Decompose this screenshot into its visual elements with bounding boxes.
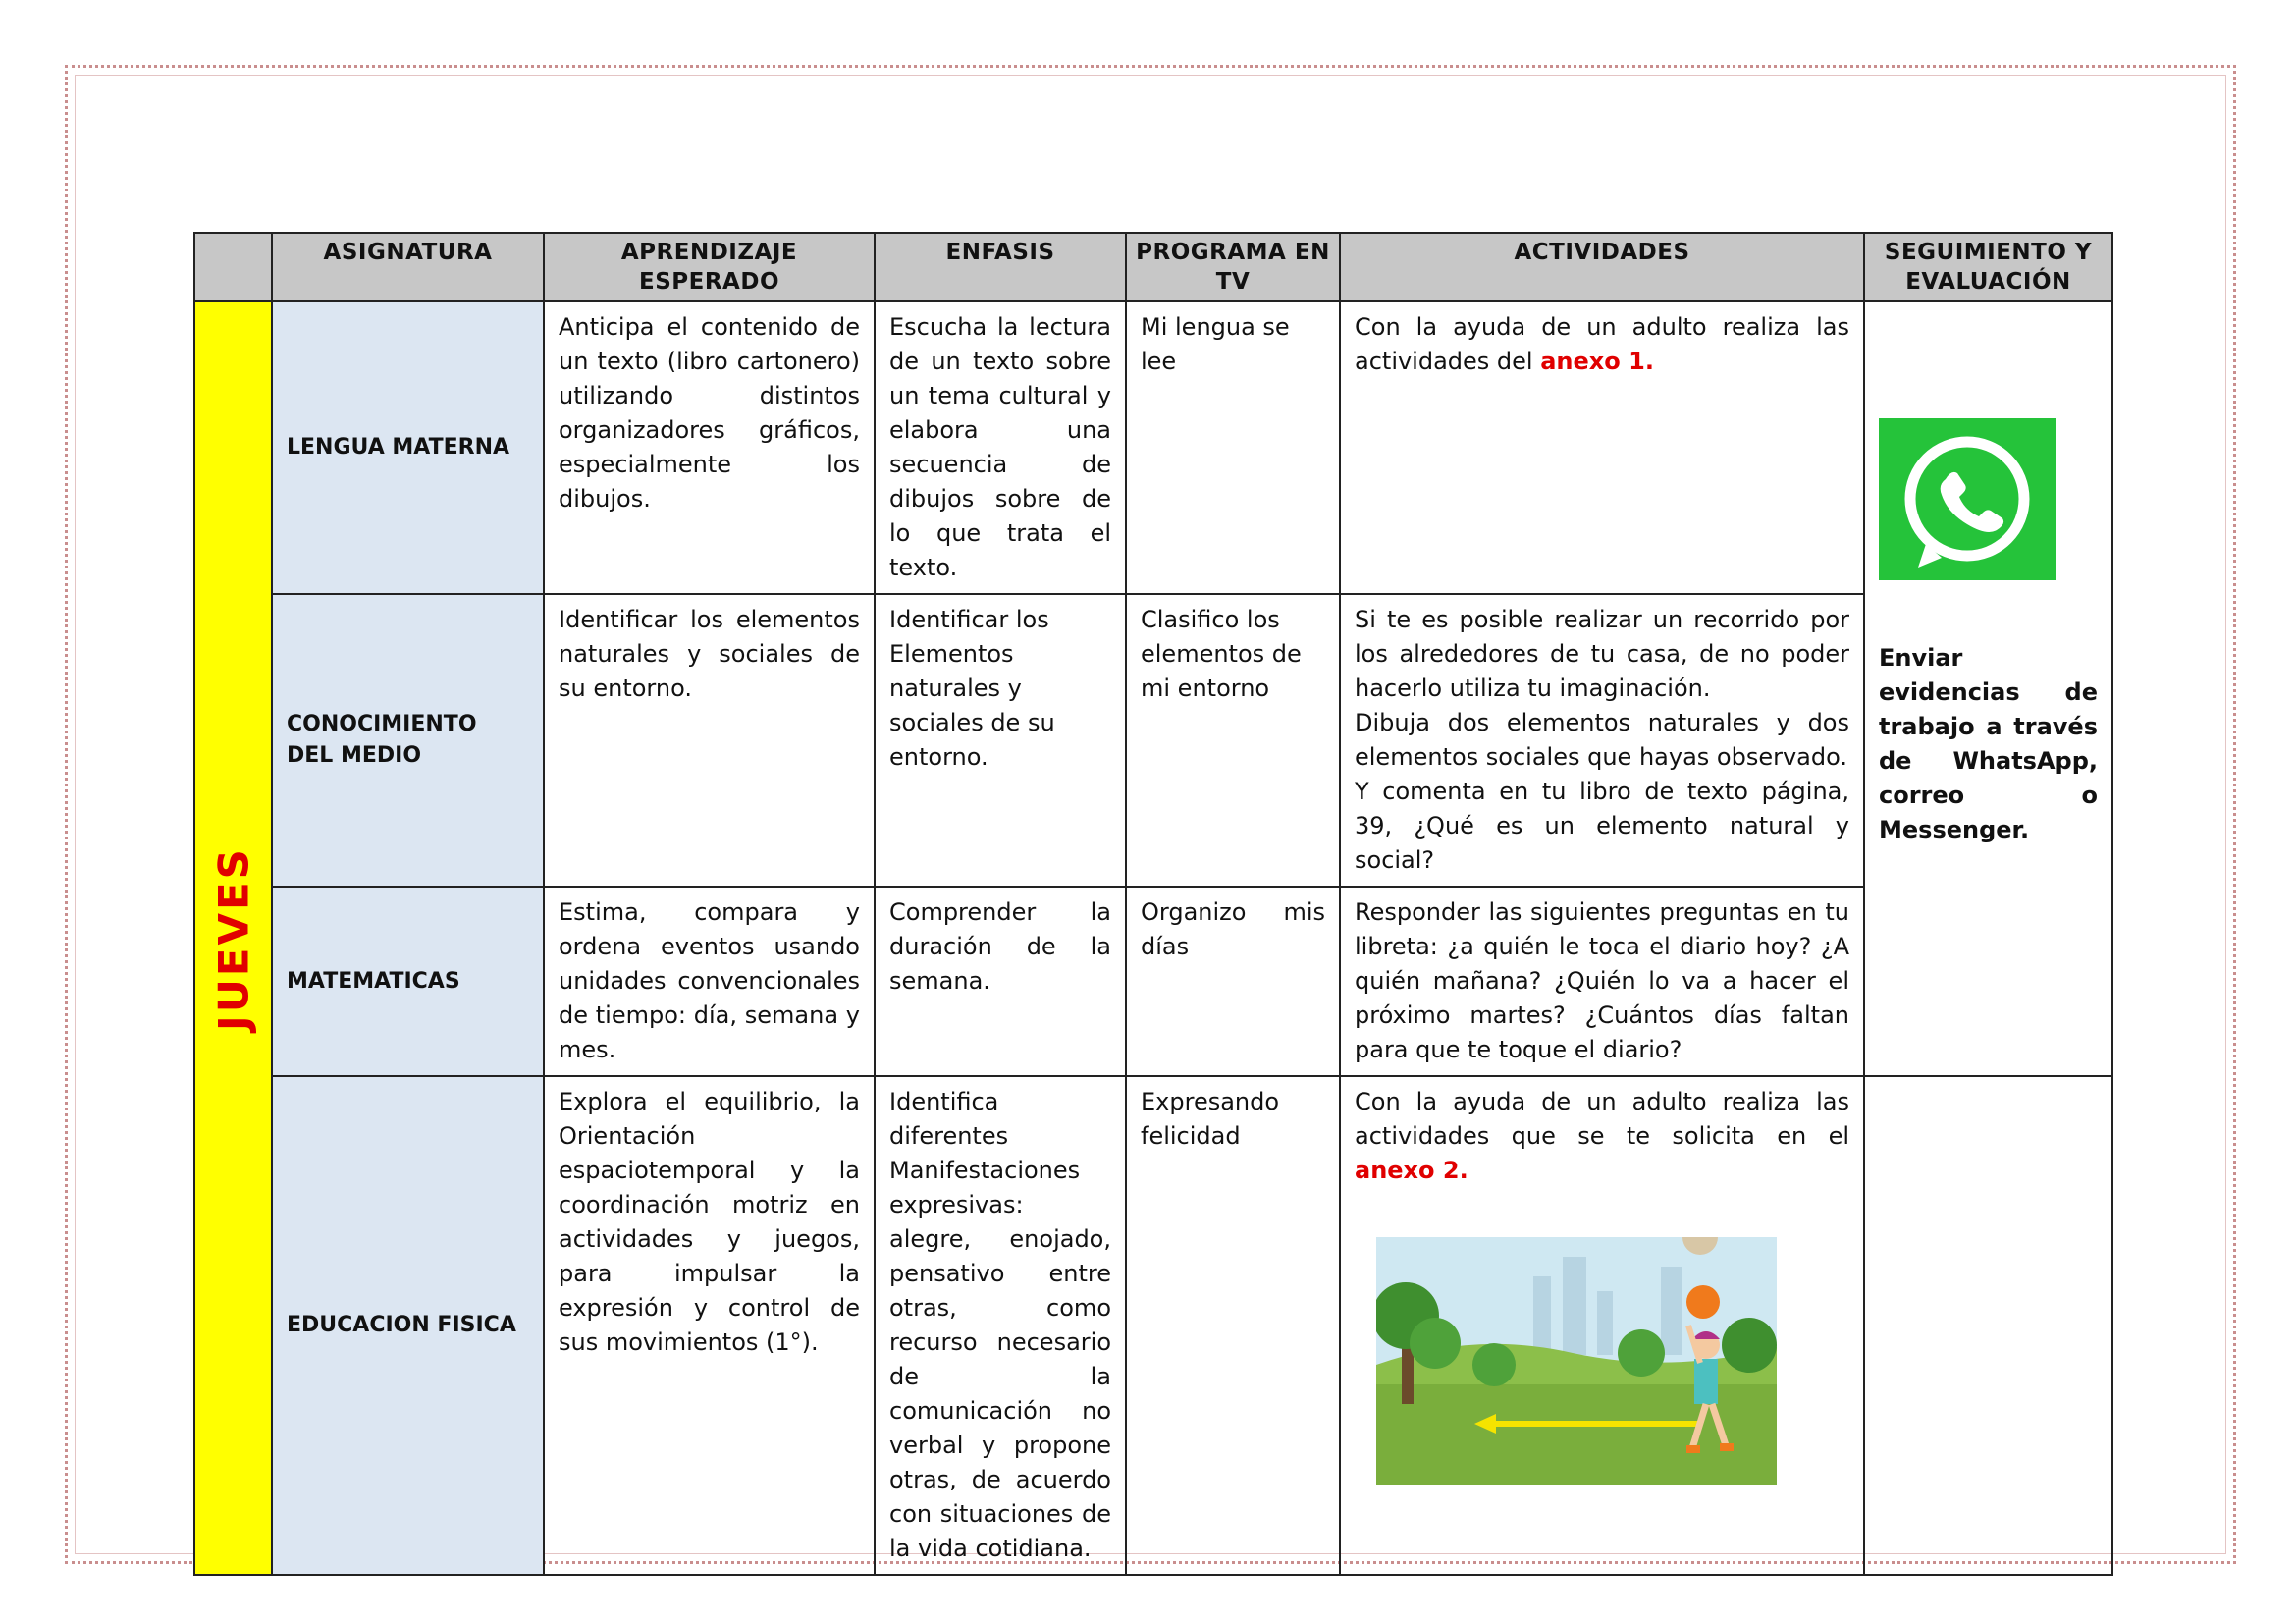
actividades-cell: [1340, 301, 1864, 594]
actividades-line: Si te es posible realizar un recorrido por los alrededores de tu casa, de no poder hacerlo utiliza tu imaginación.: [1355, 606, 1849, 702]
day-label: JUEVES: [209, 845, 257, 1031]
anexo-2-reference: anexo 2.: [1355, 1157, 1468, 1184]
enfasis-cell: Escucha la lectura de un texto sobre un tema cultural y elabora una secuencia de dibujos sobre de lo que trata el texto.: [875, 301, 1126, 594]
table-row: [194, 887, 2112, 1076]
enfasis-cell: Comprender la duración de la semana.: [875, 887, 1126, 1076]
header-programa: PROGRAMA EN TV: [1126, 233, 1340, 301]
evaluacion-empty-cell: [1864, 1076, 2112, 1575]
header-actividades: ACTIVIDADES: [1340, 233, 1864, 301]
subject-educacion-fisica: EDUCACION FISICA: [272, 1076, 544, 1575]
header-enfasis: ENFASIS: [875, 233, 1126, 301]
actividades-line: Dibuja dos elementos naturales y dos elementos sociales que hayas observado.: [1355, 709, 1849, 771]
actividades-cell: Responder las siguientes preguntas en tu libreta: ¿a quién le toca el diario hoy? ¿A quién mañana? ¿Quién lo va a hacer el próximo martes? ¿Cuántos días faltan para que te toque el diario?: [1340, 887, 1864, 1076]
aprendizaje-cell: Identificar los elementos naturales y sociales de su entorno.: [544, 594, 875, 887]
header-aprendizaje: APRENDIZAJE ESPERADO: [544, 233, 875, 301]
programa-cell: Clasifico los elementos de mi entorno: [1126, 594, 1340, 887]
programa-cell: Organizo mis días: [1126, 887, 1340, 1076]
enfasis-cell: Identifica diferentes Manifestaciones expresivas: alegre, enojado, pensativo entre otras, como recurso necesario de la comunicación no verbal y propone otras, de acuerdo con situaciones de la vida cotidiana.: [875, 1076, 1126, 1575]
header-asignatura: ASIGNATURA: [272, 233, 544, 301]
enfasis-cell: Identificar los Elementos naturales y sociales de su entorno.: [875, 594, 1126, 887]
evaluacion-cell: [1864, 301, 2112, 1076]
actividades-line: Y comenta en tu libro de texto página, 39, ¿Qué es un elemento natural y social?: [1355, 778, 1849, 874]
actividades-text: Con la ayuda de un adulto realiza las actividades que se te solicita en el: [1355, 1088, 1849, 1150]
table-row: [194, 594, 2112, 887]
programa-cell: Mi lengua se lee: [1126, 301, 1340, 594]
aprendizaje-cell: Anticipa el contenido de un texto (libro cartonero) utilizando distintos organizadores gráficos, especialmente los dibujos.: [544, 301, 875, 594]
actividades-cell: [1340, 594, 1864, 887]
subject-matematicas: MATEMATICAS: [272, 887, 544, 1076]
actividades-cell: [1340, 1076, 1864, 1575]
aprendizaje-cell: Estima, compara y ordena eventos usando unidades convencionales de tiempo: día, semana y mes.: [544, 887, 875, 1076]
subject-conocimiento-del-medio: CONOCIMIENTO DEL MEDIO: [272, 594, 544, 887]
anexo-1-reference: anexo 1.: [1540, 348, 1654, 375]
header-row: [194, 233, 2112, 301]
aprendizaje-cell: Explora el equilibrio, la Orientación espaciotemporal y la coordinación motriz en actividades y juegos, para impulsar la expresión y control de sus movimientos (1°).: [544, 1076, 875, 1575]
header-day: [194, 233, 272, 301]
weekly-plan-table: [193, 232, 2113, 1576]
programa-cell: Expresando felicidad: [1126, 1076, 1340, 1575]
table-row: [194, 1076, 2112, 1575]
day-cell: [194, 301, 272, 1575]
child-playing-ball-illustration: [1376, 1237, 1777, 1485]
whatsapp-icon: [1879, 418, 2056, 580]
evaluacion-text: Enviar evidencias de trabajo a través de WhatsApp, correo o Messenger.: [1879, 644, 2098, 843]
actividades-text: Con la ayuda de un adulto realiza las actividades del: [1355, 313, 1849, 375]
header-seguimiento: SEGUIMIENTO Y EVALUACIÓN: [1864, 233, 2112, 301]
table-row: [194, 301, 2112, 594]
subject-lengua-materna: LENGUA MATERNA: [272, 301, 544, 594]
